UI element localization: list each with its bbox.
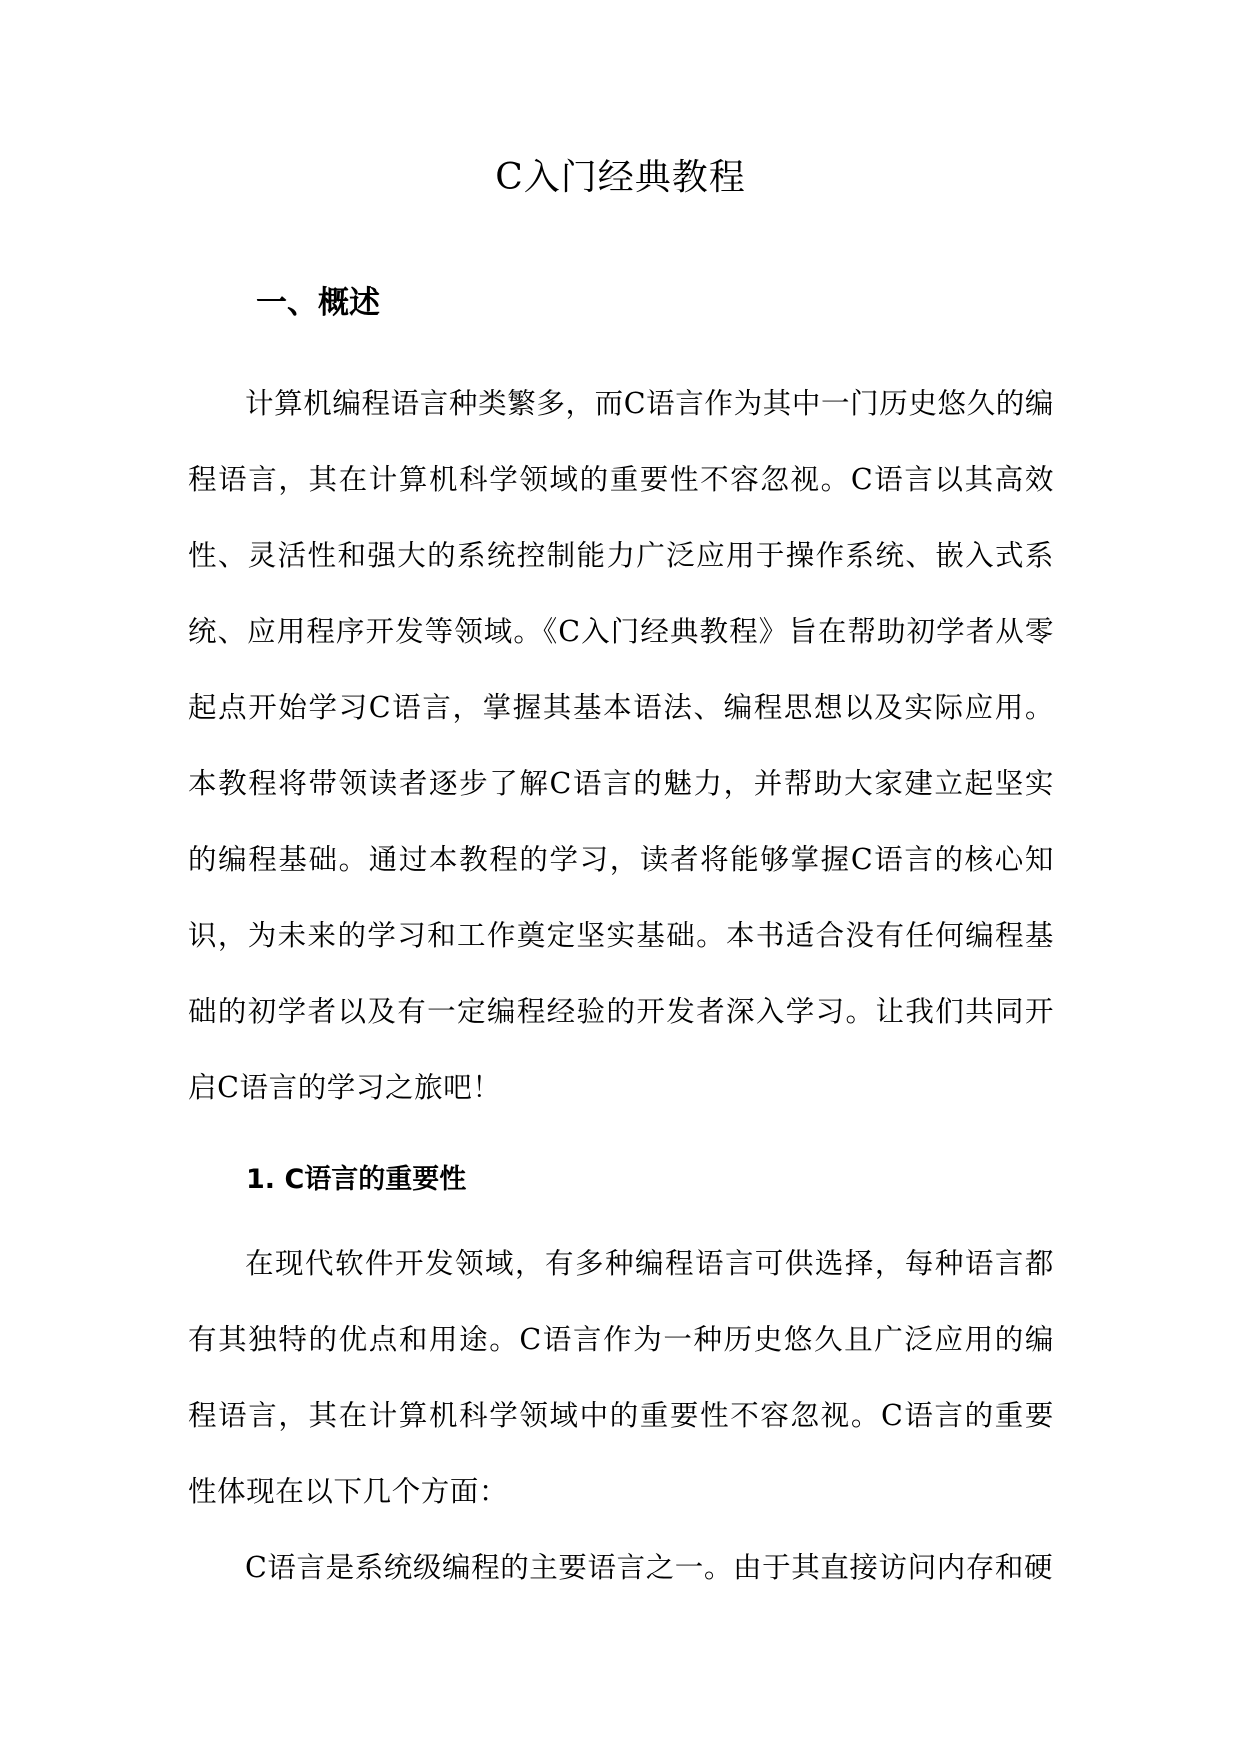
subsection-heading-importance: 1. C语言的重要性: [246, 1164, 467, 1195]
section-heading-overview: 一、概述: [256, 285, 380, 321]
importance-paragraph-1: 在现代软件开发领域，有多种编程语言可供选择，每种语言都有其独特的优点和用途。C语言作为一种历史悠久且广泛应用的编程语言，其在计算机科学领域中的重要性不容忽视。C语言的重要性体现在以下几个方面：: [188, 1247, 1054, 1508]
document-title: C入门经典教程: [495, 157, 746, 198]
overview-paragraph: 计算机编程语言种类繁多，而C语言作为其中一门历史悠久的编程语言，其在计算机科学领域的重要性不容忽视。C语言以其高效性、灵活性和强大的系统控制能力广泛应用于操作系统、嵌入式系统、应用程序开发等领域。《C入门经典教程》旨在帮助初学者从零起点开始学习C语言，掌握其基本语法、编程思想以及实际应用。本教程将带领读者逐步了解C语言的魅力，并帮助大家建立起坚实的编程基础。通过本教程的学习，读者将能够掌握C语言的核心知识，为未来的学习和工作奠定坚实基础。本书适合没有任何编程基础的初学者以及有一定编程经验的开发者深入学习。让我们共同开启C语言的学习之旅吧！: [188, 387, 1054, 1104]
importance-paragraph-2: C语言是系统级编程的主要语言之一。由于其直接访问内存和硬: [245, 1551, 1054, 1584]
